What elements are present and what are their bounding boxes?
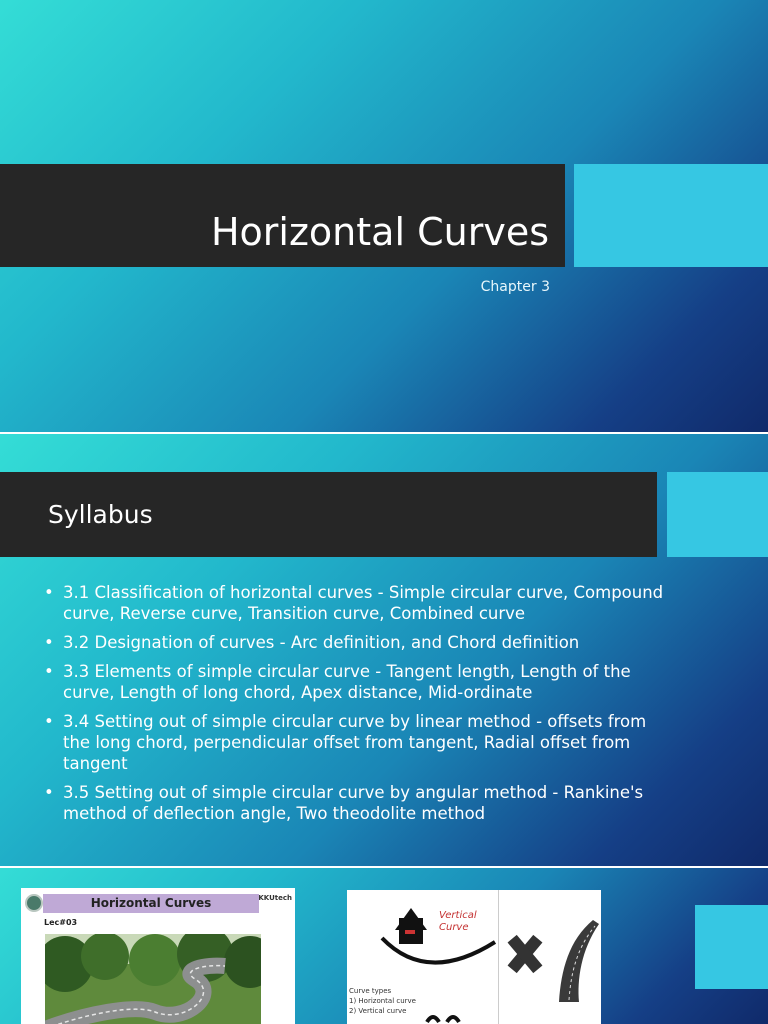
bullet-icon: • <box>44 712 54 731</box>
list-item <box>44 711 664 774</box>
brand-label: KKUtech <box>258 894 292 902</box>
syllabus-list <box>44 582 664 832</box>
text-line: 1) Horizontal curve <box>349 997 416 1005</box>
slide-title <box>0 0 768 432</box>
bullet-icon: • <box>44 783 54 802</box>
list-item <box>44 632 664 653</box>
slide-images <box>0 868 768 1024</box>
list-item-text: 3.1 Classification of horizontal curves - Simple circular curve, Compound curve, Reverse curve, Transition curve, Combined curve <box>63 583 664 623</box>
title-bar <box>0 472 657 557</box>
curve-types-thumbnail <box>347 890 601 1024</box>
thumbnail-title: Horizontal Curves <box>43 894 259 913</box>
slide-title-text: Horizontal Curves <box>210 210 549 254</box>
text-line: 2) Vertical curve <box>349 1007 407 1015</box>
slide-subtitle: Chapter 3 <box>480 279 550 295</box>
winding-road-photo <box>45 934 261 1024</box>
list-item <box>44 661 664 703</box>
horizontal-curves-thumbnail <box>21 888 295 1024</box>
vertical-curve-label: Vertical Curve <box>439 910 477 933</box>
accent-block <box>695 905 768 989</box>
bullet-icon: • <box>44 583 54 602</box>
list-item-text: 3.4 Setting out of simple circular curve by linear method - offsets from the long chord, perpendicular offset from tangent, Radial offset from tangent <box>63 712 647 773</box>
bullet-icon: • <box>44 662 54 681</box>
text-line: Curve types <box>349 987 392 995</box>
list-item-text: 3.5 Setting out of simple circular curve by angular method - Rankine's method of deflection angle, Two theodolite method <box>63 783 644 823</box>
curve-types-text <box>349 986 416 1016</box>
list-item <box>44 782 664 824</box>
university-logo-icon <box>25 894 43 912</box>
accent-block <box>574 164 768 267</box>
bullet-icon: • <box>44 633 54 652</box>
list-item-text: 3.3 Elements of simple circular curve - Tangent length, Length of the curve, Length of long chord, Apex distance, Mid-ordinate <box>63 662 631 702</box>
lecture-label: Lec#03 <box>44 918 78 927</box>
syllabus-heading: Syllabus <box>48 500 153 529</box>
accent-block <box>667 472 768 557</box>
slide-syllabus <box>0 434 768 866</box>
thumbnail-divider <box>498 890 499 1024</box>
title-bar <box>0 164 565 267</box>
list-item-text: 3.2 Designation of curves - Arc definition, and Chord definition <box>63 633 580 652</box>
list-item <box>44 582 664 624</box>
